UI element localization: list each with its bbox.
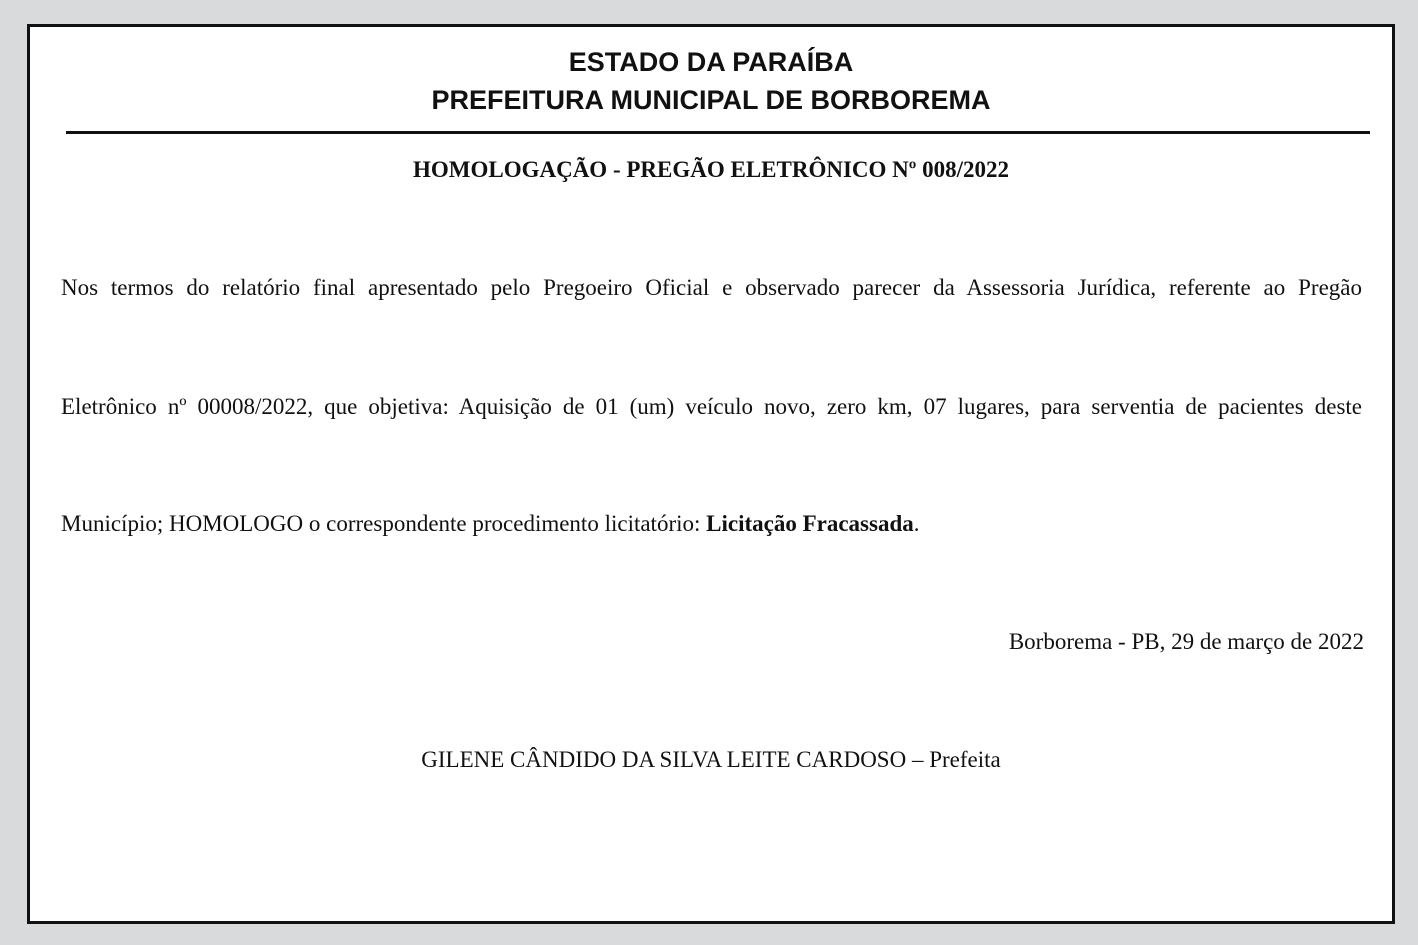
- paragraph-line-3: [61, 511, 920, 537]
- document-frame: [27, 24, 1395, 924]
- paragraph-line-2: Eletrônico nº 00008/2022, que objetiva: Aquisição de 01 (um) veículo novo, zero km, 07 lugares, para serventia de pacientes deste: [61, 394, 1362, 419]
- header-divider: [66, 131, 1370, 134]
- paragraph-line-3-prefix: Município; HOMOLOGO o correspondente procedimento licitatório:: [61, 511, 707, 536]
- municipality-name: PREFEITURA MUNICIPAL DE BORBOREMA: [431, 85, 991, 115]
- document-header: [30, 43, 1392, 119]
- signature-line: GILENE CÂNDIDO DA SILVA LEITE CARDOSO – Prefeita: [421, 747, 1001, 772]
- state-name: ESTADO DA PARAÍBA: [568, 47, 854, 77]
- notice-title: HOMOLOGAÇÃO - PREGÃO ELETRÔNICO Nº 008/2022: [412, 157, 1010, 182]
- paragraph-line-3-suffix: .: [913, 511, 920, 536]
- place-date: Borborema - PB, 29 de março de 2022: [1008, 629, 1364, 654]
- paragraph-line-1: Nos termos do relatório final apresentado pelo Pregoeiro Oficial e observado parecer da Assessoria Jurídica, referente ao Pregão: [61, 275, 1362, 300]
- bid-result: Licitação Fracassada: [706, 511, 914, 536]
